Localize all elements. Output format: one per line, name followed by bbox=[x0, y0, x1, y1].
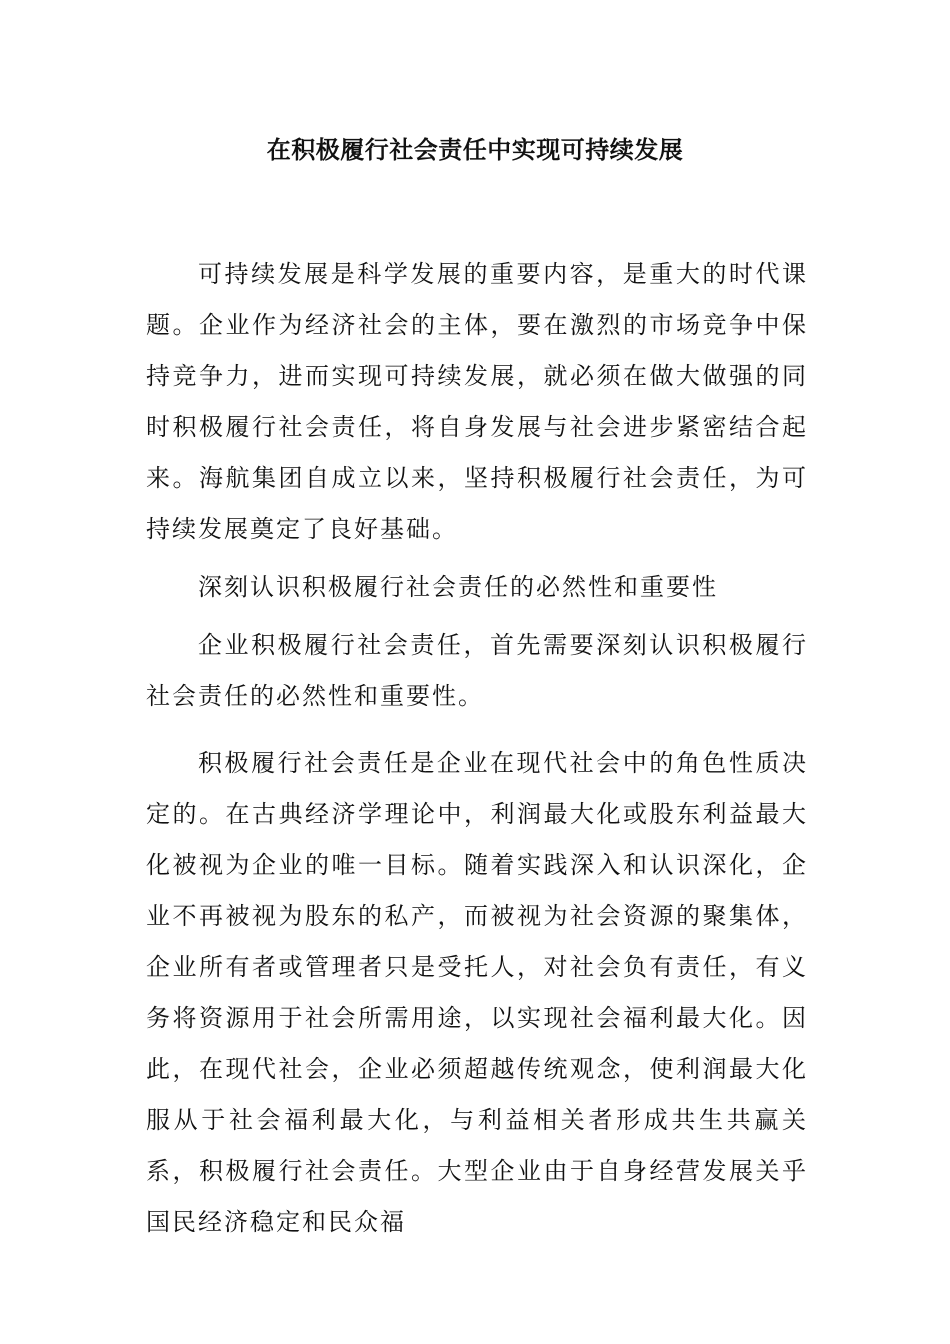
document-body bbox=[146, 249, 808, 1248]
paragraph-necessity: 企业积极履行社会责任，首先需要深刻认识积极履行社会责任的必然性和重要性。 bbox=[146, 631, 808, 710]
document-title: 在积极履行社会责任中实现可持续发展 bbox=[266, 135, 684, 164]
paragraph-spacer bbox=[146, 613, 808, 620]
paragraph-spacer bbox=[146, 722, 808, 738]
section-heading: 深刻认识积极履行社会责任的必然性和重要性 bbox=[198, 573, 718, 601]
paragraph-role: 积极履行社会责任是企业在现代社会中的角色性质决定的。在古典经济学理论中，利润最大化或股东利益最大化被视为企业的唯一目标。随着实践深入和认识深化，企业不再被视为股东的私产，而被视为社会资源的聚集体，企业所有者或管理者只是受托人，对社会负有责任，有义务将资源用于社会所需用途，以实现社会福利最大化。因此，在现代社会，企业必须超越传统观念，使利润最大化服从于社会福利最大化，与利益相关者形成共生共赢关系，积极履行社会责任。大型企业由于自身经营发展关乎国民经济稳定和民众福 bbox=[146, 749, 808, 1236]
paragraph-spacer bbox=[146, 555, 808, 562]
paragraph-intro: 可持续发展是科学发展的重要内容，是重大的时代课题。企业作为经济社会的主体，要在激烈的市场竞争中保持竞争力，进而实现可持续发展，就必须在做大做强的同时积极履行社会责任，将自身发展与社会进步紧密结合起来。海航集团自成立以来，坚持积极履行社会责任，为可持续发展奠定了良好基础。 bbox=[146, 260, 808, 543]
